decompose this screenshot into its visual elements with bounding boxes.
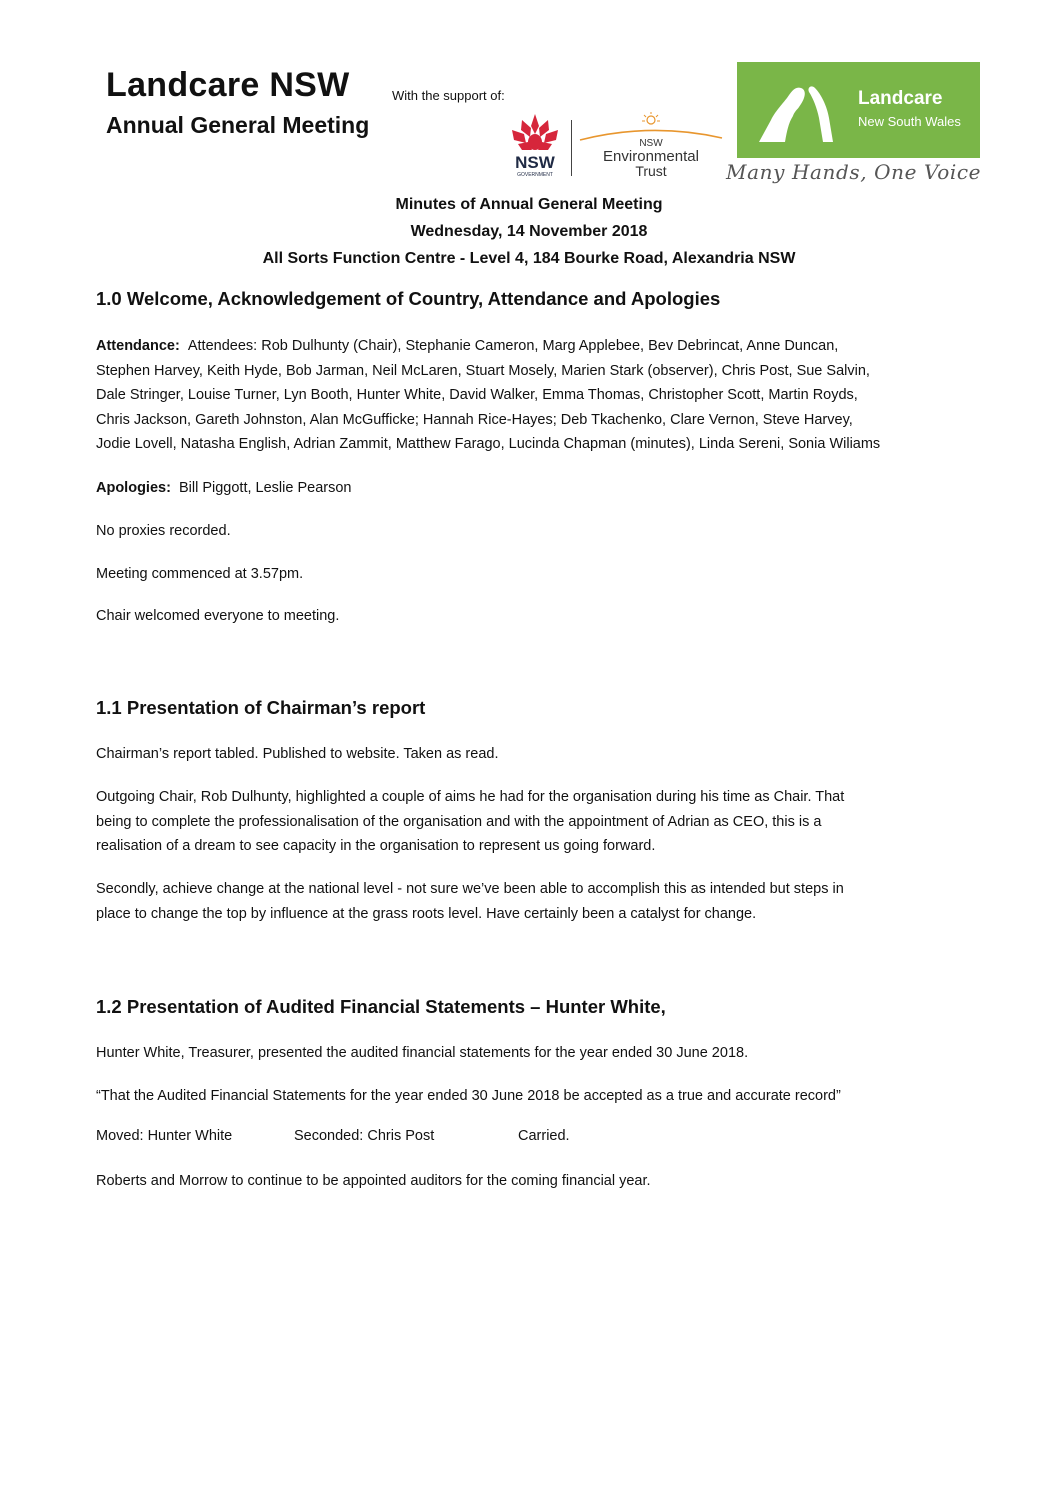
attendance-line: Attendance: Attendees: Rob Dulhunty (Chair), Stephanie Cameron, Marg Applebee, Bev Debrincat, Anne Duncan, [96,338,839,354]
waratah-icon [504,112,566,178]
motion-text: “That the Audited Financial Statements for the year ended 30 June 2018 be accepted as a true and accurate record” [96,1088,841,1104]
seconded-by: Seconded: Chris Post [294,1128,435,1144]
attendance-paragraph [96,334,976,457]
section-heading-1-2: 1.2 Presentation of Audited Financial Statements – Hunter White, [96,996,666,1017]
landcare-motto: Many Hands, One Voice [726,160,982,184]
env-logo-line1: NSW [639,138,663,149]
environmental-trust-logo [578,112,724,178]
apologies-names: Bill Piggott, Leslie Pearson [178,480,352,496]
nsw-logo-subtext: GOVERNMENT [517,172,553,178]
outgoing-chair-paragraph [96,785,976,859]
attendance-line: Dale Stringer, Louise Turner, Lyn Booth, Hunter White, David Walker, Emma Thomas, Christopher Scott, Martin Royds, [96,387,858,404]
landcare-nsw-logo [737,62,980,158]
paragraph-line: place to change the top by influence at the grass roots level. Have certainly been a catalyst for change. [96,905,757,922]
secondly-paragraph [96,877,976,926]
apologies-label: Apologies: [96,480,171,496]
attendance-line: Chris Jackson, Gareth Johnston, Alan McGufficke; Hannah Rice-Hayes; Deb Tkachenko, Clare Vernon, Steve Harvey, [96,411,853,428]
treasurer-text: Hunter White, Treasurer, presented the audited financial statements for the year ended 30 June 2018. [96,1045,749,1061]
chairman-report-text: Chairman’s report tabled. Published to website. Taken as read. [96,746,499,762]
section-heading-1-0: 1.0 Welcome, Acknowledgement of Country, Attendance and Apologies [96,288,721,309]
nsw-government-logo [504,112,566,178]
commenced-text: Meeting commenced at 3.57pm. [96,566,304,582]
nsw-logo-text: NSW [515,153,555,172]
env-logo-line2: Environmental [603,148,699,165]
auditors-text: Roberts and Morrow to continue to be appointed auditors for the coming financial year. [96,1173,651,1189]
landcare-logo-sub: New South Wales [858,114,961,129]
attendance-label: Attendance: [96,338,180,354]
minutes-title: Minutes of Annual General Meeting [395,196,663,213]
paragraph-line: realisation of a dream to see capacity in the organisation to represent us going forward. [96,838,656,855]
apologies-paragraph [96,476,976,501]
org-title: Landcare NSW [106,66,350,104]
hands-australia-icon [737,62,847,158]
env-logo-line3: Trust [635,163,667,179]
attendance-line: Stephen Harvey, Keith Hyde, Bob Jarman, Neil McLaren, Stuart Mosely, Marien Stark (observer), Chris Post, Sue Salvin, [96,362,870,379]
paragraph-line: Outgoing Chair, Rob Dulhunty, highlighted a couple of aims he had for the organisation during his time as Chair. That [96,789,845,805]
paragraph-line: Secondly, achieve change at the national level - not sure we’ve been able to accomplish this as intended but steps in [96,881,844,897]
meeting-venue: All Sorts Function Centre - Level 4, 184 Bourke Road, Alexandria NSW [262,250,796,267]
meeting-title: Annual General Meeting [106,112,370,138]
motion-carried: Carried. [518,1128,570,1144]
support-text: With the support of: [392,88,505,103]
logo-divider [571,120,572,176]
attendance-line: Jodie Lovell, Natasha English, Adrian Zammit, Matthew Farago, Lucinda Chapman (minutes), Linda Sereni, Sonia Wiliams [96,436,881,453]
meeting-date: Wednesday, 14 November 2018 [410,223,648,240]
landcare-logo-name: Landcare [858,88,943,109]
paragraph-line: being to complete the professionalisation of the organisation and with the appointment of Adrian as CEO, this is a [96,813,822,830]
proxies-text: No proxies recorded. [96,523,231,539]
welcome-text: Chair welcomed everyone to meeting. [96,608,340,624]
section-heading-1-1: 1.1 Presentation of Chairman’s report [96,697,426,718]
moved-by: Moved: Hunter White [96,1128,233,1144]
